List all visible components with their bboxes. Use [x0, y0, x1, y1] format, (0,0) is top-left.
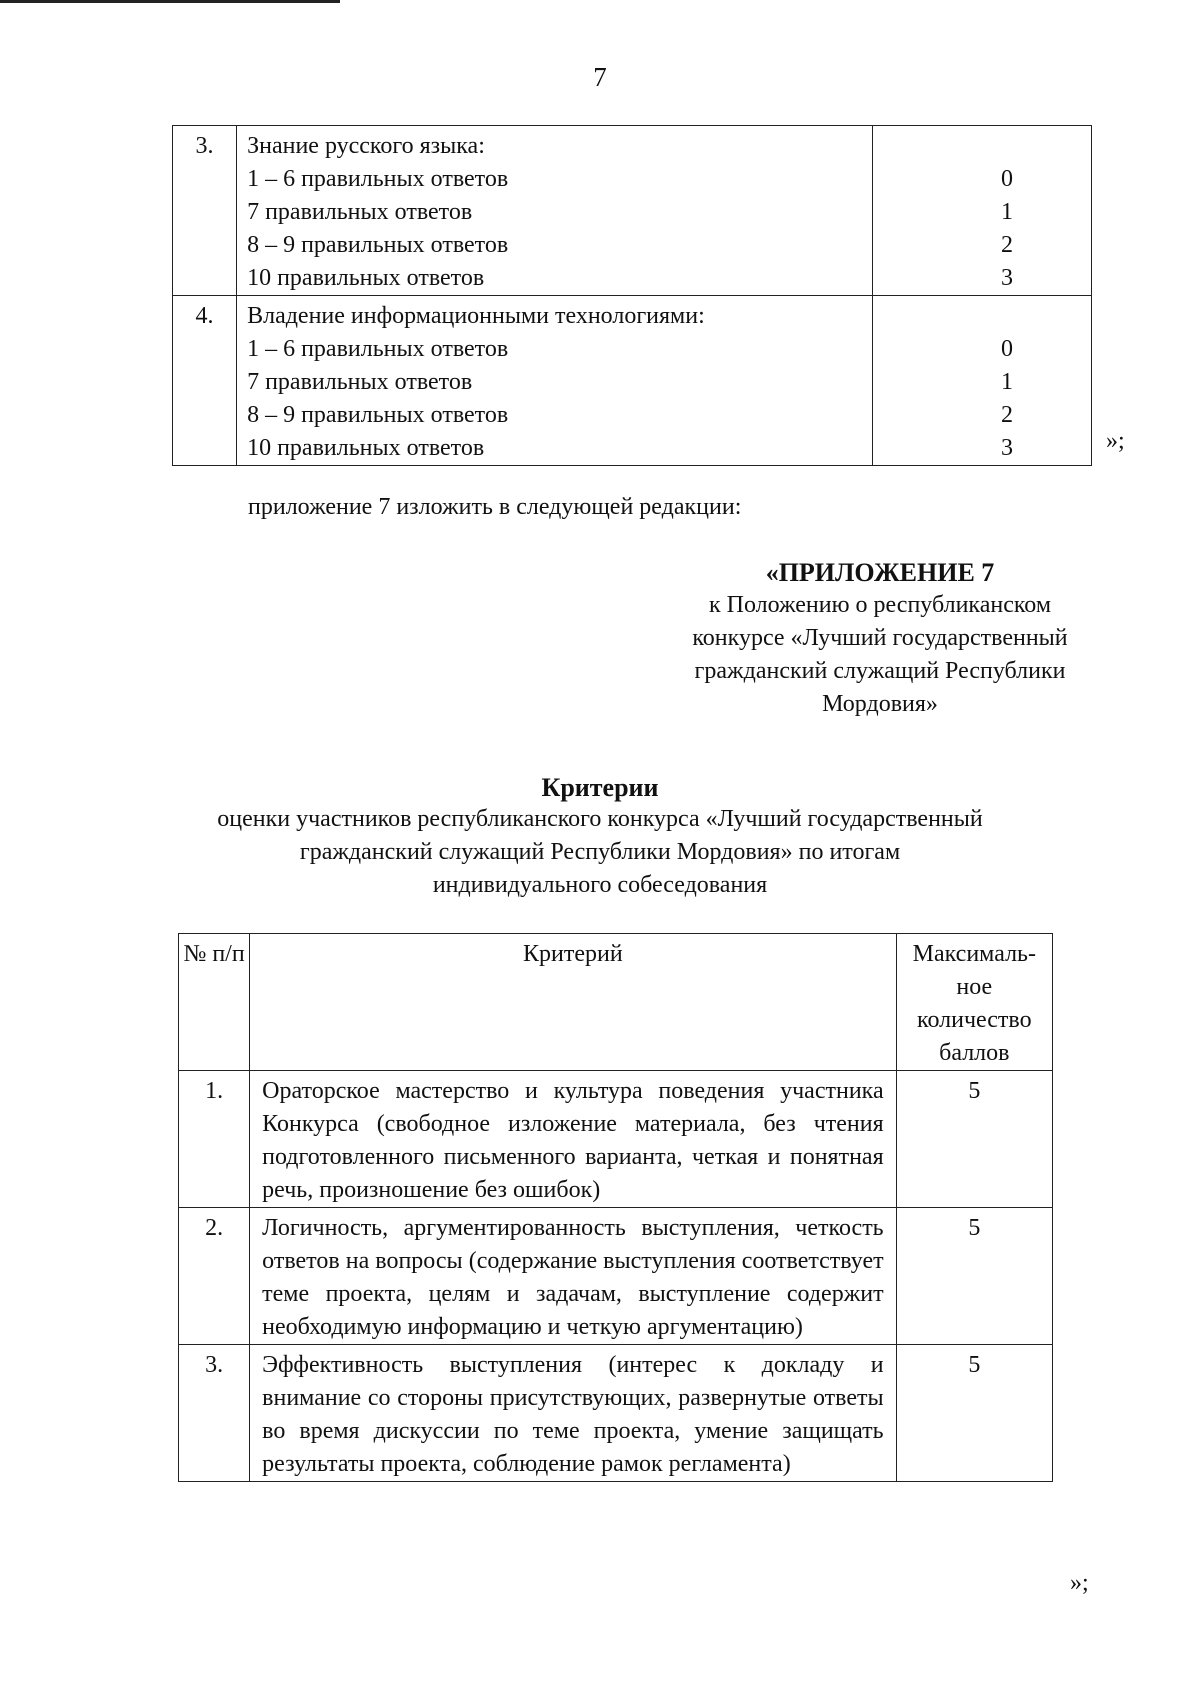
annex-line: гражданский служащий Республики [694, 658, 1066, 684]
score-value: 3 [1001, 265, 1013, 291]
criterion-option: 8 – 9 правильных ответов [247, 232, 509, 258]
score-value [873, 130, 1013, 163]
annex-line: к Положению о республиканском [708, 592, 1052, 618]
criteria-subtitle [150, 803, 1050, 902]
subtitle-line: оценки участников республиканского конкурса «Лучший государственный [217, 806, 983, 832]
row-criterion-text [237, 296, 873, 466]
row-criterion-text: Ораторское мастерство и культура поведения участника Конкурса (свободное изложение материала, без чтения подготовленного письменного варианта, четкая и понятная речь, произношение без ошибок) [250, 1071, 896, 1208]
row-number: 4. [173, 296, 237, 466]
table-row [173, 296, 1092, 466]
annex-header [620, 556, 1140, 721]
scores-table-continuation [172, 125, 1092, 466]
row-score: 5 [896, 1071, 1052, 1208]
criterion-option: 10 правильных ответов [247, 435, 485, 461]
criterion-option: 7 правильных ответов [247, 369, 473, 395]
table-row [179, 1208, 1053, 1345]
annex-heading: «ПРИЛОЖЕНИЕ 7 [765, 558, 995, 587]
annex-line: конкурсе «Лучший государственный [692, 625, 1068, 651]
criterion-option: 8 – 9 правильных ответов [247, 402, 509, 428]
row-number: 2. [179, 1208, 250, 1345]
header-num: № п/п [179, 934, 250, 1071]
header-max-score: Максималь-ное количество баллов [896, 934, 1052, 1071]
header-criterion: Критерий [250, 934, 896, 1071]
criterion-option: 1 – 6 правильных ответов [247, 336, 509, 362]
score-value: 0 [1001, 166, 1013, 192]
amendment-text: приложение 7 изложить в следующей редакции: [248, 494, 742, 520]
score-value [873, 300, 1013, 333]
closing-quote: »; [1070, 1570, 1089, 1596]
row-criterion-text: Логичность, аргументированность выступления, четкость ответов на вопросы (содержание выступления соответствует теме проекта, целям и задачам, выступление содержит необходимую информацию и четкую аргументацию) [250, 1208, 896, 1345]
criterion-option: 10 правильных ответов [247, 265, 485, 291]
table-row [179, 1345, 1053, 1482]
row-number: 1. [179, 1071, 250, 1208]
score-value: 0 [1001, 336, 1013, 362]
criteria-title: Критерии [541, 773, 659, 802]
table-row [179, 1071, 1053, 1208]
score-value: 3 [1001, 435, 1013, 461]
score-value: 1 [1001, 199, 1013, 225]
row-score: 5 [896, 1345, 1052, 1482]
criterion-option: 1 – 6 правильных ответов [247, 166, 509, 192]
row-criterion-text [237, 126, 873, 296]
criterion-option: 7 правильных ответов [247, 199, 473, 225]
page-number: 7 [593, 62, 607, 92]
row-criterion-text: Эффективность выступления (интерес к докладу и внимание со стороны присутствующих, развернутые ответы во время дискуссии по теме проекта, умение защищать результаты проекта, соблюдение рамок регламента) [250, 1345, 896, 1482]
scan-top-edge-line [0, 0, 340, 3]
closing-quote: »; [1106, 428, 1125, 454]
table-header-row [179, 934, 1053, 1071]
subtitle-line: индивидуального собеседования [432, 872, 768, 898]
row-number: 3. [173, 126, 237, 296]
score-value: 2 [1001, 402, 1013, 428]
criteria-table [178, 933, 1053, 1482]
row-score: 5 [896, 1208, 1052, 1345]
subtitle-line: гражданский служащий Республики Мордовия» по итогам [299, 839, 901, 865]
table-row [173, 126, 1092, 296]
criterion-heading: Знание русского языка: [247, 133, 485, 159]
annex-line: Мордовия» [822, 691, 938, 717]
criterion-heading: Владение информационными технологиями: [247, 303, 705, 329]
row-number: 3. [179, 1345, 250, 1482]
row-scores [872, 296, 1091, 466]
row-scores [872, 126, 1091, 296]
score-value: 2 [1001, 232, 1013, 258]
score-value: 1 [1001, 369, 1013, 395]
